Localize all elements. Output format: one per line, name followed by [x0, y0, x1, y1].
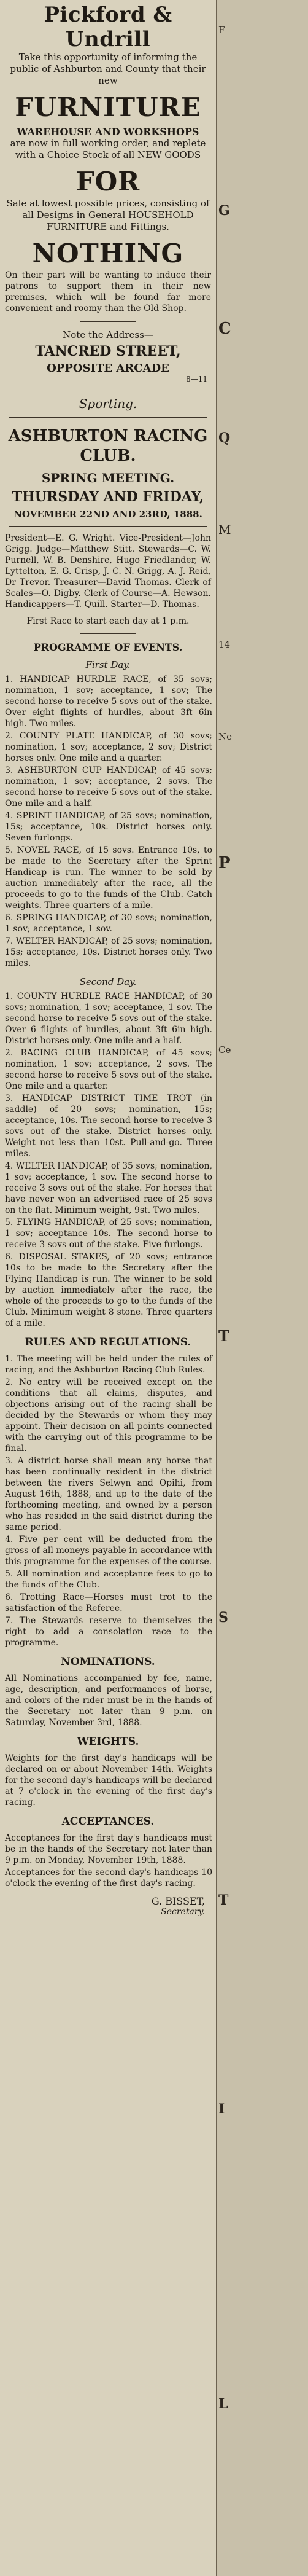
rule-entry: 5. All nomination and acceptance fees to go to the funds of the Club.: [5, 1569, 212, 1590]
strip-fragment: L: [218, 2396, 228, 2412]
furniture-advertisement: [0, 2, 216, 383]
acceptances-heading: ACCEPTANCES.: [61, 1815, 155, 1828]
race-entry: 3. HANDICAP DISTRICT TIME TROT (in saddle) of 20 sovs; nomination, 15s; acceptance, 10s. The second horse to receive 3 sovs out of the stake. District horses only. Weight not less than 10st. Pull-and-go. Three miles.: [5, 1094, 212, 1159]
race-entry: 3. ASHBURTON CUP HANDICAP, of 45 sovs; nomination, 1 sov; acceptance, 2 sovs. The second horse to receive 5 sovs out of the stake. One mile and a half.: [5, 765, 212, 808]
weights-text: Weights for the first day's handicaps will be declared on or about November 14th. Weights for the second day's handicaps will be declared at 7 o'clock in the evening of the first day's racing.: [5, 1753, 212, 1807]
race-entry: 2. COUNTY PLATE HANDICAP, of 30 sovs; nomination, 1 sov; acceptance, 2 sov; District horses only. One mile and a quarter.: [5, 731, 212, 763]
rule-entry: 6. Trotting Race—Horses must trot to the satisfaction of the Referee.: [5, 1592, 212, 1613]
ad-address-label: Note the Address—: [63, 329, 153, 340]
ad-nothing-heading: NOTHING: [32, 238, 184, 268]
divider: [9, 526, 207, 527]
first-day-heading: First Day.: [85, 659, 131, 670]
ad-body: On their part will be wanting to induce their patrons to support them in their new premises, which will be found far more convenient and roomy than the Old Shop.: [5, 270, 211, 313]
secretary-signature: G. BISSET,: [151, 1895, 205, 1907]
adjacent-column-strip: [216, 0, 308, 2576]
strip-fragment: 14: [218, 639, 231, 650]
race-entry: 5. FLYING HANDICAP, of 25 sovs; nomination, 1 sov; acceptance 10s. The second horse to receive 3 sovs out of the stake. Five furlongs.: [5, 1218, 212, 1250]
ad-for-heading: FOR: [75, 166, 141, 197]
acceptances-text: Acceptances for the second day's handicaps 10 o'clock the evening of the first day's racing.: [5, 1868, 212, 1889]
club-officers: President—E. G. Wright. Vice-President—John Grigg. Judge—Matthew Stitt. Stewards—C. W. Purnell, W. B. Denshire, Hugo Friedlander, W. Lyttelton, E. G. Crisp, J. C. N. Grigg, A. J. Reid, Dr Trevor. Treasurer—David Thomas. Clerk of Scales—O. Digby. Clerk of Course—A. Hewson. Handicappers—T. Quill. Starter—D. Thomas.: [5, 533, 211, 609]
ad-intro: Take this opportunity of informing the public of Ashburton and County that their new: [10, 52, 206, 86]
rule-entry: 3. A district horse shall mean any horse that has been continually resident in the district between the rivers Selwyn and Opihi, from August 16th, 1888, and up to the date of the forthcoming meeting, and owned by a person who has resided in the said district during the same period.: [5, 1456, 212, 1532]
rule-entry: 7. The Stewards reserve to themselves the right to add a consolation race to the programme.: [5, 1616, 212, 1648]
meeting-title: SPRING MEETING.: [41, 471, 175, 485]
firm-name: Pickford & Undrill: [44, 2, 172, 52]
ad-ref: 8—11: [186, 375, 207, 383]
racing-club-notice: [0, 426, 216, 1917]
strip-fragment: Ne: [218, 731, 233, 742]
race-entry: 2. RACING CLUB HANDICAP, of 45 sovs; nomination, 1 sov; acceptance, 2 sovs. The second horse to receive 5 sovs out of the stake. One mile and a quarter.: [5, 1048, 212, 1091]
strip-fragment: P: [218, 854, 231, 872]
race-entry: 5. NOVEL RACE, of 15 sovs. Entrance 10s, to be made to the Secretary after the Sprint Handicap is run. The winner to be sold by auction immediately after the race, all the proceeds to go to the funds of the Club. Catch weights. Three quarters of a mile.: [5, 845, 212, 910]
strip-fragment: Ce: [218, 1044, 231, 1055]
strip-fragment: C: [218, 319, 231, 338]
race-entry: 1. COUNTY HURDLE RACE HANDICAP, of 30 sovs; nomination, 1 sov; acceptance, 1 sov. The second horse to receive 5 sovs out of the stake. Over 6 flights of hurdles, about 3ft 6in high. District horses only. One mile and a half.: [5, 992, 212, 1046]
strip-fragment: S: [218, 1610, 228, 1626]
strip-fragment: T: [218, 1327, 229, 1345]
strip-fragment: M: [218, 522, 231, 537]
divider: [80, 321, 136, 322]
strip-fragment: I: [218, 2101, 225, 2117]
strip-fragment: F: [218, 25, 225, 36]
race-entry: 1. HANDICAP HURDLE RACE, of 35 sovs; nomination, 1 sov; acceptance, 1 sov; The second horse to receive 5 sovs out of the stake. Over eight flights of hurdles, about 3ft 6in high. Two miles.: [5, 675, 212, 729]
rule-entry: 2. No entry will be received except on the conditions that all claims, disputes, and objections arising out of the racing shall be decided by the Stewards or whom they may appoint. Their decision on all points connected with the carrying out of this programme to be final.: [5, 1377, 212, 1454]
divider: [80, 633, 136, 634]
acceptances-text: Acceptances for the first day's handicaps must be in the hands of the Secretary not later than 9 p.m. on Monday, November 19th, 1888.: [5, 1833, 212, 1865]
meeting-dates: NOVEMBER 22ND AND 23RD, 1888.: [13, 509, 202, 520]
ad-warehouse: WAREHOUSE AND WORKSHOPS: [17, 126, 199, 138]
rule-entry: 1. The meeting will be held under the rules of racing, and the Ashburton Racing Club Rules.: [5, 1354, 212, 1375]
strip-fragment: G: [218, 203, 230, 219]
race-entry: 4. WELTER HANDICAP, of 35 sovs; nomination, 1 sov; acceptance, 1 sov. The second horse to receive 3 sovs out of the stake. For horses that have never won an advertised race of 25 sovs on the flat. Minimum weight, 9st. Two miles.: [5, 1161, 212, 1215]
nominations-text: All Nominations accompanied by fee, name, age, description, and performances of horse, and colors of the rider must be in the hands of the Secretary not later than 9 p.m. on Saturday, November 3rd, 1888.: [5, 1674, 212, 1728]
ad-sale: Sale at lowest possible prices, consisting of all Designs in General HOUSEHOLD FURNITURE and Fittings.: [6, 198, 210, 232]
section-heading-sporting: Sporting.: [79, 396, 137, 411]
secretary-title: Secretary.: [161, 1907, 205, 1917]
ad-warehouse-detail: are now in full working order, and replete with a Choice Stock of all NEW GOODS: [10, 138, 206, 160]
ad-address: TANCRED STREET,: [35, 343, 181, 359]
rules-heading: RULES AND REGULATIONS.: [25, 1336, 191, 1349]
race-entry: 6. SPRING HANDICAP, of 30 sovs; nomination, 1 sov; acceptance, 1 sov.: [5, 913, 212, 934]
rule-entry: 4. Five per cent will be deducted from the gross of all moneys payable in accordance with this programme for the expenses of the course.: [5, 1535, 212, 1567]
strip-fragment: T: [218, 1892, 229, 1908]
race-entry: 6. DISPOSAL STAKES, of 20 sovs; entrance 10s to be made to the Secretary after the Flying Handicap is run. The winner to be sold by auction immediately after the race, the whole of the proceeds to go to the funds of the Club. Minimum weight 8 stone. Three quarters of a mile.: [5, 1252, 212, 1328]
second-day-heading: Second Day.: [79, 976, 137, 987]
first-race-time: First Race to start each day at 1 p.m.: [26, 616, 190, 626]
race-entry: 4. SPRINT HANDICAP, of 25 sovs; nomination, 15s; acceptance, 10s. District horses only. Seven furlongs.: [5, 811, 212, 843]
nominations-heading: NOMINATIONS.: [61, 1656, 155, 1668]
ad-furniture-heading: FURNITURE: [15, 92, 201, 122]
divider: [9, 417, 207, 418]
weights-heading: WEIGHTS.: [77, 1736, 139, 1748]
ad-opposite: OPPOSITE ARCADE: [47, 362, 169, 375]
programme-heading: PROGRAMME OF EVENTS.: [33, 641, 183, 653]
race-entry: 7. WELTER HANDICAP, of 25 sovs; nomination, 15s; acceptance, 10s. District horses only. Two miles.: [5, 936, 212, 968]
strip-fragment: Q: [218, 430, 231, 446]
meeting-days: THURSDAY AND FRIDAY,: [12, 489, 204, 505]
club-name: ASHBURTON RACING CLUB.: [8, 427, 208, 465]
